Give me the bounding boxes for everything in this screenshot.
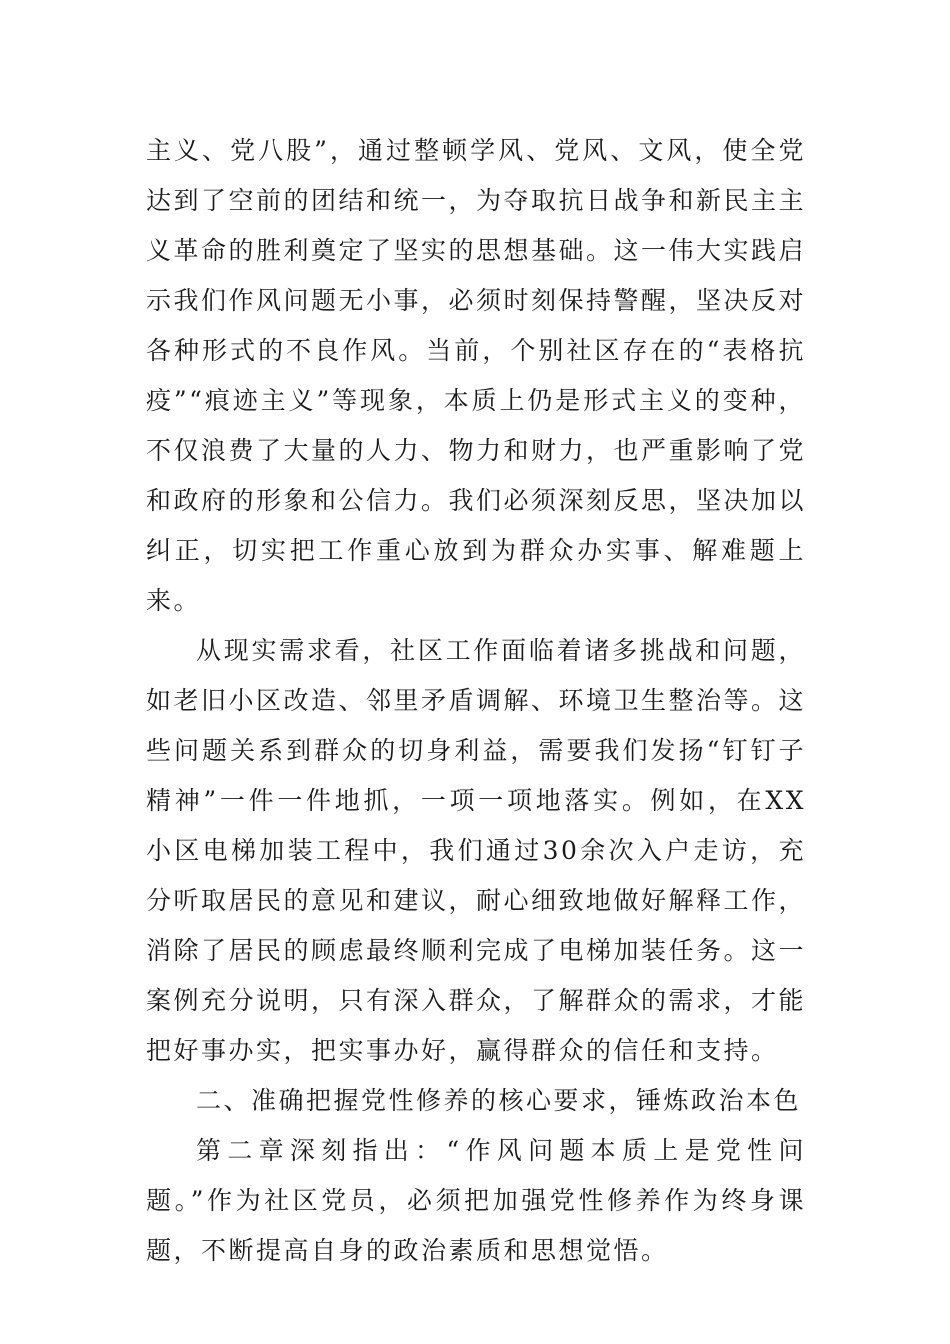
section-heading: 二、准确把握党性修养的核心要求，锤炼政治本色 [196, 1086, 802, 1115]
paragraph: 第二章深刻指出：“作风问题本质上是党性问题。”作为社区党员，必须把加强党性修养作为终身课题，不断提高自身的政治素质和思想觉悟。 [146, 1136, 806, 1265]
paragraph-continuation: 主义、党八股”，通过整顿学风、党风、文风，使全党达到了空前的团结和统一，为夺取抗日战争和新民主主义革命的胜利奠定了坚实的思想基础。这一伟大实践启示我们作风问题无小事，必须时刻保持警醒，坚决反对各种形式的不良作风。当前，个别社区存在的“表格抗疫”“痕迹主义”等现象，本质上仍是形式主义的变种，不仅浪费了大量的人力、物力和财力，也严重影响了党和政府的形象和公信力。我们必须深刻反思，坚决加以纠正，切实把工作重心放到为群众办实事、解难题上来。 [146, 136, 807, 615]
document-body [146, 126, 806, 1276]
paragraph: 从现实需求看，社区工作面临着诸多挑战和问题，如老旧小区改造、邻里矛盾调解、环境卫生整治等。这些问题关系到群众的切身利益，需要我们发扬“钉钉子精神”一件一件地抓，一项一项地落实。例如，在XX小区电梯加装工程中，我们通过30余次入户走访，充分听取居民的意见和建议，耐心细致地做好解释工作，消除了居民的顾虑最终顺利完成了电梯加装任务。这一案例充分说明，只有深入群众，了解群众的需求，才能把好事办实，把实事办好，赢得群众的信任和支持。 [146, 636, 807, 1065]
